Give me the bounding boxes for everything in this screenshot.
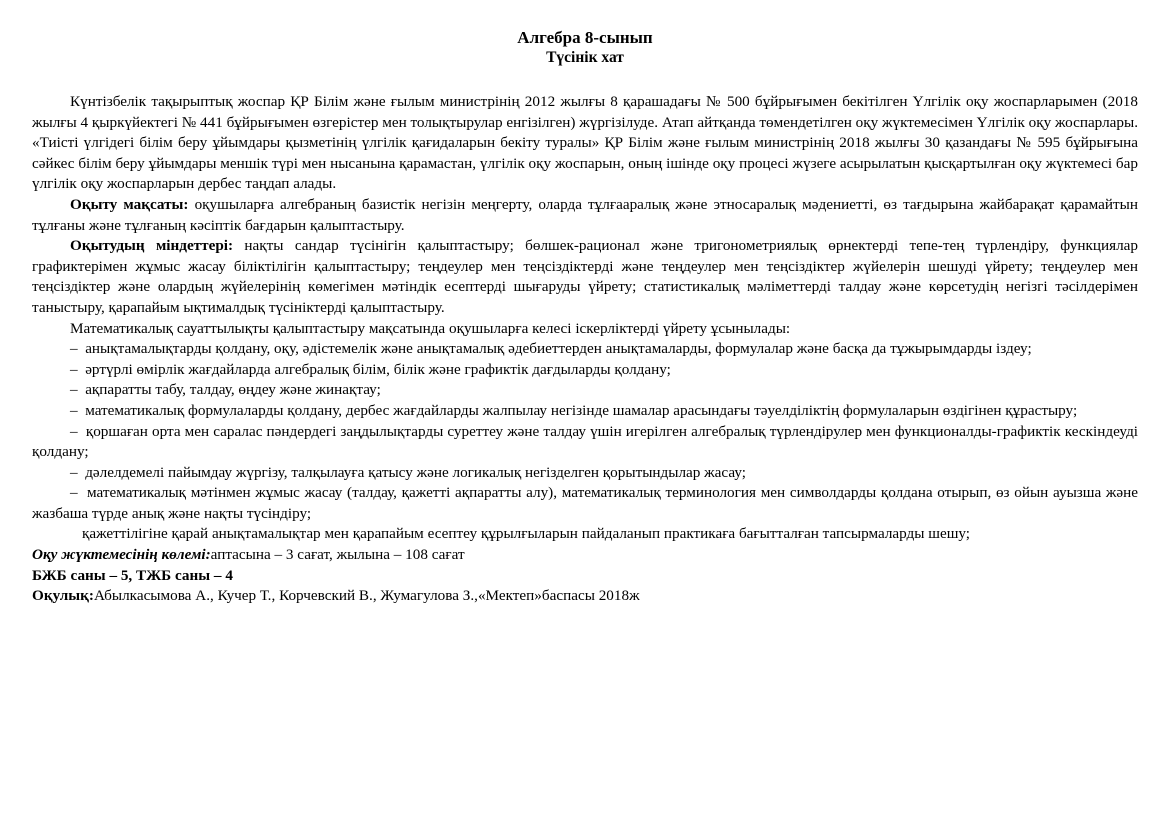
dash-bullet-icon: – bbox=[70, 484, 78, 502]
skills-list-item bbox=[32, 380, 1138, 401]
dash-bullet-icon: – bbox=[70, 463, 78, 481]
assessment-counts-text: БЖБ саны – 5, ТЖБ саны – 4 bbox=[32, 566, 233, 584]
dash-bullet-icon: – bbox=[70, 401, 78, 419]
skills-list-item-text: математикалық формулаларды қолдану, дербес жағдайларды жалпылау негізінде шамалар арасындағы тәуелділіктің формулаларын өздігінен құрастыру; bbox=[85, 401, 1078, 419]
assessment-counts-line bbox=[32, 566, 1138, 587]
dash-bullet-icon: – bbox=[70, 340, 78, 358]
skills-list-item bbox=[32, 360, 1138, 381]
workload-value: аптасына – 3 сағат, жылына – 108 сағат bbox=[210, 546, 465, 564]
teaching-goal-paragraph bbox=[32, 195, 1138, 236]
skills-list-item bbox=[32, 401, 1138, 422]
dash-bullet-icon: – bbox=[70, 381, 78, 399]
page-subtitle: Түсінік хат bbox=[546, 49, 624, 66]
skills-list-item-text: дәлелдемелі пайымдау жүргізу, талқылауға қатысу және логикалық негізделген қорытындылар жасау; bbox=[85, 463, 746, 481]
textbook-label: Оқулық: bbox=[32, 587, 94, 605]
workload-line bbox=[32, 545, 1138, 566]
intro-paragraph-2: «Тиісті үлгідегі білім беру ұйымдары қызметінің үлгілік қағидаларын бекіту туралы» ҚР Білім және ғылым министрінің 2018 жылғы 30 қазандағы № 595 бұйрығына сәйкес білім беру ұйымдары меншік түрі мен нысанына қарамастан, үлгілік оқу жоспарын, оның ішінде оқу процесі жүзеге асырылатын қысқартылған оқу жүктемесі бар үлгілік оқу жоспарларын дербес таңдап алады. bbox=[32, 134, 1138, 193]
skills-list-item-final: қажеттілігіне қарай анықтамалықтар мен қарапайым есептеу құрылғыларын пайдаланып практикаға бағытталған тапсырмаларды шешу; bbox=[82, 525, 971, 543]
skills-list-item-text: математикалық мәтінмен жұмыс жасау (талдау, қажетті ақпаратты алу), математикалық терминология мен символдарды қолдана отырып, өз ойын ауызша және жазбаша түрде анық және нақты түсіндіру; bbox=[32, 484, 1139, 522]
page-title: Алгебра 8-сынып bbox=[517, 28, 653, 47]
teaching-objectives-paragraph bbox=[32, 236, 1138, 318]
dash-bullet-icon: – bbox=[70, 360, 78, 378]
skills-list-item bbox=[32, 483, 1138, 524]
skills-list-item bbox=[32, 339, 1138, 360]
skills-list-item bbox=[32, 463, 1138, 484]
skills-list-item-text: ақпаратты табу, талдау, өңдеу және жинақтау; bbox=[85, 381, 381, 399]
teaching-objectives-label: Оқытудың міндеттері: bbox=[70, 237, 234, 255]
textbook-line bbox=[32, 586, 1138, 607]
skills-list-item bbox=[32, 422, 1138, 463]
teaching-objectives-text: нақты сандар түсінігін қалыптастыру; бөлшек-рационал және тригонометриялық өрнектерді тепе-тең түрлендіру, функциялар графиктерімен жұмыс жасау біліктілігін қалыптастыру; теңдеулер мен теңсіздіктерді және теңдеулер мен теңсіздіктер жүйелерін шешуді үйрету; теңдеулер мен теңсіздіктер және олардың жүйелерінің көмегімен мәтіндік есептерді шығаруды үйрету; статистикалық мәліметтерді талдау және көрсетудің негізгі тәсілдерімен таныстыру, қарапайым ықтималдық түсініктерді қалыптастыру. bbox=[32, 237, 1138, 316]
skills-list-item-text: қоршаған орта мен саралас пәндердегі заңдылықтарды суреттеу және талдау үшін игерілген алгебралық түрлендірулер мен функционалды-графиктік кескіндеуді қолдану; bbox=[32, 422, 1139, 461]
skills-list-item-text: анықтамалықтарды қолдану, оқу, әдістемелік және анықтамалық әдебиеттерден анықтамаларды, формулалар және басқа да тұжырымдарды іздеу; bbox=[85, 340, 1032, 358]
teaching-goal-text: оқушыларға алгебраның базистік негізін меңгерту, оларда тұлғааралық және этносаралық мәдениетті, өз тағдырына жайбарақат қарамайтын тұлғаны және тұлғаның кәсіптік бағдарын қалыптастыру. bbox=[32, 195, 1138, 234]
skills-list-item-text: әртүрлі өмірлік жағдайларда алгебралық білім, білік және графиктік дағдыларды қолдану; bbox=[85, 360, 671, 378]
workload-label: Оқу жүктемесінің көлемі: bbox=[32, 546, 211, 564]
intro-paragraph-1: Күнтізбелік тақырыптық жоспар ҚР Білім және ғылым министрінің 2012 жылғы 8 қарашадағы № 500 бұйрығымен бекітілген Үлгілік оқу жоспарларымен (2018 жылғы 4 қыркүйектегі № 441 бұйрығымен өзгерістер мен толықтырулар енгізілген) жүргізілуде. Атап айтқанда төмендетілген оқу жүктемесімен Үлгілік оқу жоспарлары. bbox=[32, 93, 1138, 131]
dash-bullet-icon: – bbox=[70, 422, 78, 440]
teaching-goal-label: Оқыту мақсаты: bbox=[70, 195, 189, 213]
title-spacer bbox=[32, 68, 1138, 92]
textbook-value: Абылкасымова А., Кучер Т., Корчевский В., Жумагулова З.,«Мектеп»баспасы 2018ж bbox=[93, 587, 640, 605]
skills-intro: Математикалық сауаттылықты қалыптастыру мақсатында оқушыларға келесі іскерліктерді үйрету ұсынылады: bbox=[70, 319, 791, 337]
